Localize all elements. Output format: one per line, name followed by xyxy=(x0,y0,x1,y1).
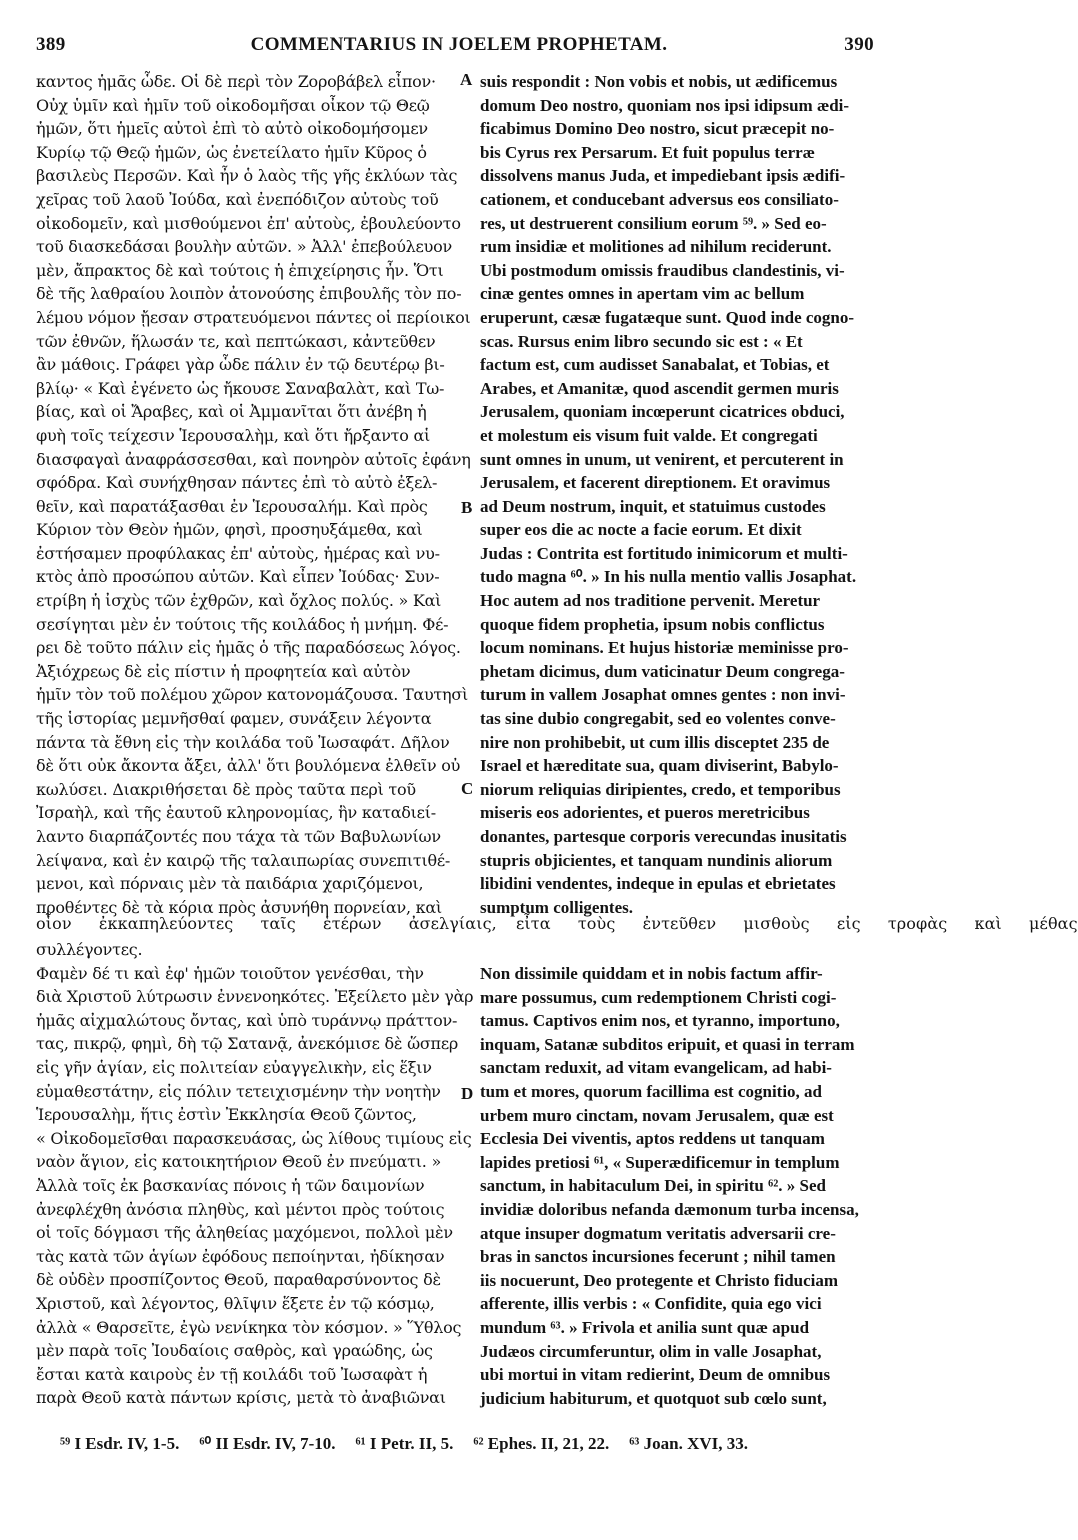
footnote: ⁶⁰ II Esdr. IV, 7-10. xyxy=(199,1434,336,1453)
full-width-greek-line xyxy=(36,914,1078,933)
footnotes xyxy=(60,1434,768,1454)
latin-text-line: nire non prohibebit, ut cum illis disceptet 235 de xyxy=(480,732,830,752)
greek-text-line: δὲ ὅτι οὐκ ἄκοντα ἄξει, ἀλλ' ὅτι βουλόμενα ἐλθεῖν οὐ xyxy=(36,756,461,776)
greek-text-line: καντος ἡμᾶς ὧδε. Οἱ δὲ περὶ τὸν Ζοροβάβελ εἶπον· xyxy=(36,72,436,91)
greek-text-line: Ἀλλὰ τοῖς ἐκ βασκανίας πόνοις ἡ τῶν δαιμονίων xyxy=(36,1175,425,1195)
greek-text-line: ἡμᾶς αἰχμαλώτους ὄντας, καὶ ὑπὸ τυράννῳ πράττον- xyxy=(36,1010,458,1030)
running-header xyxy=(0,34,918,64)
latin-text-line: stupris objicientes, et tanquam nundinis aliorum xyxy=(480,850,833,870)
latin-text-line: phetam dicimus, dum vaticinatur Deum congrega- xyxy=(480,661,845,681)
latin-text-line: mundum ⁶³. » Frivola et anilia sunt quæ apud xyxy=(480,1317,810,1337)
latin-text-line: ficabimus Domino Deo nostro, sicut præcepit no- xyxy=(480,119,835,139)
greek-text-line: σεσίγηται μὲν ἐν τούτοις τῆς κοιλάδος ἡ μνήμη. Φέ- xyxy=(36,614,449,634)
latin-text-line: super eos die ac nocte a facie eorum. Et dixit xyxy=(480,520,802,540)
greek-column-lower xyxy=(36,938,474,1410)
latin-text-line: urbem muro cinctam, novam Jerusalem, quæ est xyxy=(480,1105,834,1125)
greek-text-line: Οὐχ ὑμῖν καὶ ἡμῖν τοῦ οἰκοδομῆσαι οἶκον τῷ Θεῷ xyxy=(36,95,430,115)
latin-text-line: locum nominans. Et hujus historiæ meminisse pro- xyxy=(480,638,849,658)
latin-text-line: factum est, cum audisset Sanabalat, et Tobias, et xyxy=(480,355,830,375)
greek-text-line: δὲ οὐδὲν προσπίζοντος Θεοῦ, παραθαρσύνοντος δὲ xyxy=(36,1270,441,1290)
latin-text-line: scas. Rursus enim libro secundo sic est : « Et xyxy=(480,331,803,351)
greek-text-line: τὰς κατὰ τῶν ἁγίων ἐφόδους πεποίηνται, ἠδίκησαν xyxy=(36,1246,445,1266)
latin-text-line: sunt omnes in unum, ut venirent, et percuterent in xyxy=(480,449,844,469)
margin-letter-a: A xyxy=(460,70,473,89)
greek-text-line: χεῖρας τοῦ λαοῦ Ἰούδα, καὶ ἐνεπόδιζον αὐτοὺς τοῦ xyxy=(36,189,439,209)
latin-text-line: sumptum colligentes. xyxy=(480,897,633,917)
greek-column xyxy=(36,70,471,919)
greek-text-line: βίας, καὶ οἱ Ἄραβες, καὶ οἱ Ἀμμανῖται ὅτι ἀνέβη ἡ xyxy=(36,402,427,422)
greek-text-line: λαντο διαρπάζοντές που τάχα τὰ τῶν Βαβυλωνίων xyxy=(36,827,441,846)
footnote: ⁶³ Joan. XVI, 33. xyxy=(629,1434,749,1453)
greek-text-line: Κύριον τὸν Θεὸν ἡμῶν, φησὶ, προσηυξάμεθα, καὶ xyxy=(36,520,423,540)
greek-text-line: φυὴ τοῖς τείχεσιν Ἱερουσαλὴμ, καὶ ὅτι ἤρξαντο αἱ xyxy=(36,425,431,445)
greek-text-line: ἀλλὰ « Θαρσεῖτε, ἐγὼ νενίκηκα τὸν κόσμον. » Ὕθλος xyxy=(36,1317,462,1337)
latin-text-line: et molestum eis visum fuit valde. Et congregati xyxy=(480,425,818,445)
greek-text-line: Ἀξιόχρεως δὲ εἰς πίστιν ἡ προφητεία καὶ αὐτὸν xyxy=(36,661,411,681)
latin-text-line: tudo magna ⁶⁰. » In his nulla mentio vallis Josaphat. xyxy=(480,567,857,587)
greek-text-line: διὰ Χριστοῦ λύτρωσιν ἐννενοηκότες. Ἐξείλετο μὲν γὰρ xyxy=(36,987,474,1007)
greek-text-line: σφόδρα. Καὶ συνήχθησαν πάντες ἐπὶ τὸ αὐτὸ ἐξελ- xyxy=(36,473,438,493)
latin-text-line: bras in sanctos incursiones fecerunt ; nihil tamen xyxy=(480,1247,836,1267)
greek-text-line: διασφαγαὶ ἀναφράσσεσθαι, καὶ πονηρὸν αὐτοῖς ἐφάνη xyxy=(36,449,471,469)
greek-text-line: κωλύσει. Διακριθήσεται δὲ πρὸς ταῦτα περὶ τοῦ xyxy=(36,779,416,799)
latin-text-line: niorum reliquias diripientes, credo, et temporibus xyxy=(480,779,841,799)
footnote: ⁵⁹ I Esdr. IV, 1-5. xyxy=(60,1434,180,1453)
greek-text-line: Ἱερουσαλὴμ, ἥτις ἐστὶν Ἐκκλησία Θεοῦ ζῶντος, xyxy=(36,1105,417,1125)
latin-text-line: bis Cyrus rex Persarum. Et fuit populus terræ xyxy=(480,142,815,162)
footnote: ⁶² Ephes. II, 21, 22. xyxy=(473,1434,610,1453)
latin-text-line: Hoc autem ad nos traditione pervenit. Meretur xyxy=(480,591,821,611)
latin-text-line: iis nocuerunt, Deo protegente et Christo fiduciam xyxy=(480,1270,839,1290)
greek-text-line: « Οἰκοδομεῖσθαι παρασκευάσας, ὡς λίθους τιμίους εἰς xyxy=(36,1128,472,1148)
greek-text-line: τῆς ἱστορίας μεμνῆσθαί φαμεν, συνάξειν λέγοντα xyxy=(36,709,432,729)
latin-text-line: eruperunt, cæsæ fugatæque sunt. Quod inde cogno- xyxy=(480,307,855,327)
page-number-left: 389 xyxy=(36,34,66,55)
greek-text-line: οἱ τοῖς δόγμασι τῆς ἀληθείας μαχόμενοι, πολλοὶ μὲν xyxy=(36,1223,453,1243)
greek-text-line: δὲ τῆς λαθραίου λοιπὸν ἀτονούσης ἐπιβουλῆς τὸν πο- xyxy=(36,284,462,304)
greek-text-line: μὲν παρὰ τοῖς Ἰουδαίοις σαθρὸς, καὶ γραώδης, ὡς xyxy=(36,1341,433,1361)
greek-text-line: μὲν, ἄπρακτος δὲ καὶ τούτοις ἡ ἐπιχείρησις ἦν. Ὅτι xyxy=(36,260,444,280)
margin-letter-b: B xyxy=(461,498,473,517)
margin-letter-c: C xyxy=(461,779,474,798)
greek-text-line: βασιλεὺς Περσῶν. Καὶ ἦν ὁ λαὸς τῆς γῆς ἐκλύων τὰς xyxy=(36,166,458,186)
greek-text-line: τῶν ἐθνῶν, ἥλωσάν τε, καὶ πεπτώκασι, κἀντεῦθεν xyxy=(36,331,436,351)
latin-text-line: cationem, et conducebant adversus eos consiliato- xyxy=(480,189,839,209)
greek-text-line: βλίῳ· « Καὶ ἐγένετο ὡς ἤκουσε Σαναβαλὰτ, καὶ Τω- xyxy=(36,378,445,398)
latin-text-line: domum Deo nostro, quoniam nos ipsi idipsum ædi- xyxy=(480,95,850,115)
greek-text-line: πάντα τὰ ἔθνη εἰς τὴν κοιλάδα τοῦ Ἰωσαφάτ. Δῆλον xyxy=(36,732,450,752)
latin-text-line: afferente, illis verbis : « Confidite, quia ego vici xyxy=(480,1294,822,1314)
latin-text-line: Ubi postmodum omissis fraudibus clandestinis, vi- xyxy=(480,260,845,280)
margin-letter-d: D xyxy=(461,1084,474,1103)
latin-text-line: res, ut destruerent consilium eorum ⁵⁹. » Sed eo- xyxy=(480,213,827,233)
latin-text-line: dissolvens manus Juda, et impediebant ipsis ædifi- xyxy=(480,166,846,186)
greek-text-line: τοῦ διασκεδάσαι βουλὴν αὐτῶν. » Ἀλλ' ἐπεβούλευον xyxy=(36,237,452,257)
greek-text-line: ἀνεφλέχθη ἀνόσια πληθὺς, καὶ μέντοι πρὸς τούτοις xyxy=(36,1199,445,1219)
greek-text-line: ἐστήσαμεν προφύλακας ἐπ' αὐτοὺς, ἡμέρας καὶ νυ- xyxy=(36,543,440,563)
latin-text-line: quoque fidem prophetia, ipsum nobis conflictus xyxy=(480,614,825,634)
latin-text-line: suis respondit : Non vobis et nobis, ut ædificemus xyxy=(480,72,838,91)
greek-text-line: εἰς γῆν ἁγίαν, εἰς πολιτείαν εὐαγγελικὴν, εἰς ἕξιν xyxy=(36,1057,432,1077)
latin-text-line: cinæ gentes omnes in apertam vim ac bellum xyxy=(480,284,805,304)
greek-text-line: ναὸν ἅγιον, εἰς κατοικητήριον Θεοῦ ἐν πνεύματι. » xyxy=(36,1152,442,1172)
latin-text-line: tas sine dubio congregabit, sed eo volentes conve- xyxy=(480,709,836,729)
latin-text-line: Ecclesia Dei viventis, aptos reddens ut tanquam xyxy=(480,1129,825,1149)
greek-text-line: προθέντες δὲ τὰ κόρια πρὸς ἀσυνήθη πορνείαν, καὶ xyxy=(36,897,442,917)
greek-text-line: οἰκοδομεῖν, καὶ μισθούμενοι ἐπ' αὐτοὺς, ἐβουλεύοντο xyxy=(36,213,461,233)
span-line-left: οἷον ἐκκαπηλεύοντες ταῖς ἑτέρων ἀσελγίαις, xyxy=(36,914,497,933)
latin-column-lower xyxy=(480,962,882,1410)
greek-text-line: λέμου νόμον ᾔεσαν στρατευόμενοι πάντες οἱ περίοικοι xyxy=(36,307,471,327)
greek-text-line: τας, πικρῷ, φημὶ, δὴ τῷ Σατανᾷ, ἀνεκόμισε δὲ ὥσπερ xyxy=(36,1034,459,1054)
latin-text-line: Arabes, et Amanitæ, quod ascendit germen muris xyxy=(480,378,839,398)
greek-text-line: Φαμὲν δέ τι καὶ ἐφ' ἡμῶν τοιοῦτον γενέσθαι, τὴν xyxy=(36,963,424,983)
latin-text-line: libidini vendentes, indeque in epulas et ebrietates xyxy=(480,874,836,894)
greek-text-line: συλλέγοντες. xyxy=(36,940,143,959)
page-number-right: 390 xyxy=(844,34,874,55)
latin-text-line: mare possumus, cum redemptionem Christi cogi- xyxy=(480,987,837,1007)
latin-text-line: tum et mores, quorum facillima est cognitio, ad xyxy=(480,1081,823,1101)
latin-text-line: inquam, Satanæ subditos eripuit, et quasi in terram xyxy=(480,1034,855,1054)
latin-text-line: miseris eos adorientes, et pueros meretricibus xyxy=(480,803,810,823)
latin-text-line: invidiæ doloribus nefanda dæmonum turba incensa, xyxy=(480,1199,859,1219)
greek-text-line: κτὸς ἀπὸ προσώπου αὐτῶν. Καὶ εἶπεν Ἰούδας· Συν- xyxy=(36,567,440,587)
greek-text-line: ετρίβη ἡ ἰσχὺς τῶν ἐχθρῶν, καὶ ὄχλος πολύς. » Καὶ xyxy=(36,591,442,611)
latin-text-line: rum insidiæ et molitiones ad nihilum reciderunt. xyxy=(480,237,832,257)
greek-text-line: ἡμῖν τὸν τοῦ πολέμου χῶρον κατονομάζουσα. Ταυτησὶ xyxy=(36,685,469,705)
latin-text-line: atque insuper dogmatum veritatis adversarii cre- xyxy=(480,1223,836,1243)
footnote: ⁶¹ I Petr. II, 5. xyxy=(355,1434,454,1453)
greek-text-line: ἂν μάθοις. Γράφει γὰρ ὧδε πάλιν ἐν τῷ δευτέρῳ βι- xyxy=(36,355,445,375)
greek-text-line: ἔσται κατὰ καιροὺς ἐν τῇ κοιλάδι τοῦ Ἰωσαφὰτ ἡ xyxy=(36,1364,428,1384)
latin-column xyxy=(480,70,882,919)
greek-text-line: Ἰσραὴλ, καὶ τῆς ἑαυτοῦ κληρονομίας, ἣν καταδιεί- xyxy=(36,803,436,823)
greek-text-line: παρὰ Θεοῦ κατὰ πάντων κρίσις, μετὰ τὸ ἀναβιῶναι xyxy=(36,1388,446,1408)
latin-text-line: Jerusalem, et facerent direptionem. Et oravimus xyxy=(480,473,831,493)
latin-text-line: sanctum, in habitaculum Dei, in spiritu ⁶². » Sed xyxy=(480,1176,827,1196)
latin-text-line: ubi mortui in vitam redierint, Deum de omnibus xyxy=(480,1365,831,1385)
greek-text-line: μενοι, καὶ πόρναις μὲν τὰ παιδάρια χαριζόμενοι, xyxy=(36,874,424,894)
latin-text-line: Judæos circumferuntur, olim in valle Josaphat, xyxy=(480,1341,822,1361)
greek-text-line: εὐμαθεστάτην, εἰς πόλιν τετειχισμένην τὴν νοητὴν xyxy=(36,1081,441,1101)
running-title: COMMENTARIUS IN JOELEM PROPHETAM. xyxy=(250,34,668,55)
latin-text-line: ad Deum nostrum, inquit, et statuimus custodes xyxy=(480,496,826,516)
latin-text-line: Jerusalem, quoniam incœperunt cicatrices obduci, xyxy=(480,402,845,422)
latin-text-line: donantes, partesque corporis verecundas inusitatis xyxy=(480,827,847,846)
greek-text-line: λείψανα, καὶ ἐν καιρῷ τῆς ταλαιπωρίας συνεπιτιθέ- xyxy=(36,850,451,870)
span-line-right: εἶτα τοὺς ἐντεῦθεν μισθοὺς εἰς τροφὰς καὶ μέθας xyxy=(516,914,1078,933)
latin-text-line: tamus. Captivos enim nos, et tyranno, importuno, xyxy=(480,1011,840,1031)
latin-text-line: lapides pretiosi ⁶¹, « Superædificemur in templum xyxy=(480,1152,840,1172)
greek-text-line: Κυρίῳ τῷ Θεῷ ἡμῶν, ὡς ἐνετείλατο ἡμῖν Κῦρος ὁ xyxy=(36,142,427,162)
latin-text-line: judicium habiturum, et quotquot sub cœlo sunt, xyxy=(480,1388,827,1408)
latin-text-line: Non dissimile quiddam et in nobis factum affir- xyxy=(480,964,823,983)
greek-text-line: ρει δὲ τοῦτο πάλιν εἰς ἡμᾶς ὁ τῆς παραδόσεως λόγος. xyxy=(36,638,461,658)
latin-text-line: Israel et hæreditate sua, quam diviserint, Babylo- xyxy=(480,756,839,776)
latin-text-line: turum in vallem Josaphat omnes gentes : non invi- xyxy=(480,685,846,705)
latin-text-line: Judas : Contrita est fortitudo inimicorum et multi- xyxy=(480,543,848,563)
greek-text-line: Χριστοῦ, καὶ λέγοντος, θλῖψιν ἕξετε ἐν τῷ κόσμῳ, xyxy=(36,1293,435,1313)
greek-text-line: ἡμῶν, ὅτι ἡμεῖς αὐτοὶ ἐπὶ τὸ αὐτὸ οἰκοδομήσομεν xyxy=(36,119,428,139)
latin-text-line: sanctam reduxit, ad vitam evangelicam, ad habi- xyxy=(480,1058,832,1078)
greek-text-line: θεῖν, καὶ παρατάξασθαι ἐν Ἱερουσαλήμ. Καὶ πρὸς xyxy=(36,496,428,516)
